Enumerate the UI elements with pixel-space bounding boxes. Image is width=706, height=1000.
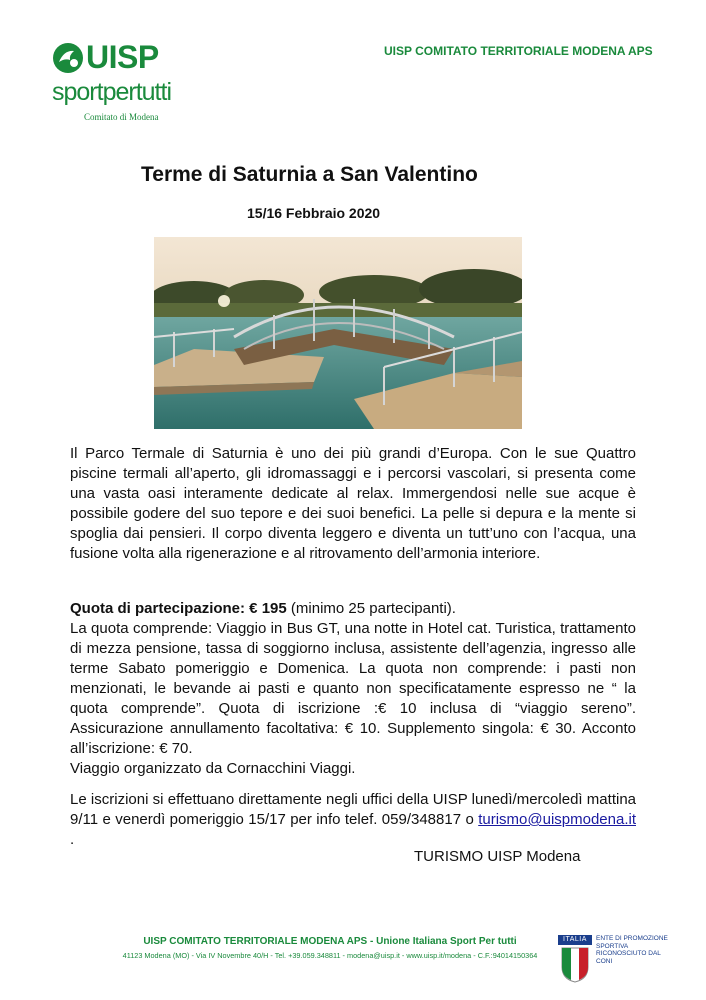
price-label: Quota di partecipazione: € 195 <box>70 600 287 617</box>
event-date: 15/16 Febbraio 2020 <box>247 205 381 221</box>
italy-shield-icon <box>561 947 589 983</box>
intro-paragraph: Il Parco Termale di Saturnia è uno dei più grandi d’Europa. Con le sue Quattro piscine termali all’aperto, gli idromassaggi e i percorsi vascolari, si presenta come una vasta oasi interamente dedicate al relax. Immergendosi nelle sue acque è possibile godere del suo tepore e dei suoi benefici. La pelle si depura e la mente si spoglia dai pensieri. Il corpo diventa leggero e diventa un tutt’uno con l’acqua, una fusione volta alla rigenerazione e al ritrovamento dell’armonia interiore. <box>70 445 636 562</box>
coni-badge <box>558 935 668 985</box>
page-title: Terme di Saturnia a San Valentino <box>141 163 478 186</box>
pricing-paragraph <box>70 599 636 779</box>
registration-paragraph <box>70 790 636 850</box>
organization-header: UISP COMITATO TERRITORIALE MODENA APS <box>384 44 653 58</box>
thermal-pool-illustration <box>154 237 522 429</box>
registration-text: Le iscrizioni si effettuano direttamente negli uffici della UISP lunedì/mercoledì mattina 9/11 e venerdì pomeriggio 15/17 per info telef. 059/348817 o <box>70 791 636 828</box>
registration-end: . <box>70 831 75 848</box>
coni-recognition-text: ENTE DI PROMOZIONE SPORTIVA RICONOSCIUTO DAL CONI <box>596 935 668 965</box>
footer-contacts: 41123 Modena (MO) - Via IV Novembre 40/H - Tel. +39.059.348811 - modena@uisp.it - www.uisp.it/modena - C.F.:94014150364 <box>122 951 538 960</box>
email-link[interactable]: turismo@uispmodena.it <box>478 811 636 828</box>
uisp-logo <box>52 40 202 125</box>
logo-subtitle: Comitato di Modena <box>84 112 159 122</box>
signature: TURISMO UISP Modena <box>414 848 581 865</box>
logo-tagline: sportpertutti <box>52 78 172 106</box>
footer-organization: UISP COMITATO TERRITORIALE MODENA APS - Unione Italiana Sport Per tutti <box>143 936 517 947</box>
thermal-pool-photo <box>154 237 522 429</box>
uisp-emblem-icon <box>52 42 84 74</box>
logo-wordmark: UISP <box>86 39 159 75</box>
organizer-note: Viaggio organizzato da Cornacchini Viaggi. <box>70 760 356 777</box>
italia-label: ITALIA <box>558 935 592 945</box>
price-note: (minimo 25 partecipanti). <box>286 600 456 617</box>
price-details: La quota comprende: Viaggio in Bus GT, una notte in Hotel cat. Turistica, trattamento di mezza pensione, tassa di soggiorno inclusa, assistente dell’agenzia, ingresso alle terme Sabato pomeriggio e Domenica. La quota non comprende: i pasti non menzionati, le bevande ai pasti e quanto non specificatamente espresso ne “ la quota comprende”. Quota di iscrizione :€ 10 inclusa di “viaggio sereno”. Assicurazione annullamento facoltativa: € 10. Supplemento singola: € 30. Acconto all’iscrizione: € 70. <box>70 620 636 757</box>
